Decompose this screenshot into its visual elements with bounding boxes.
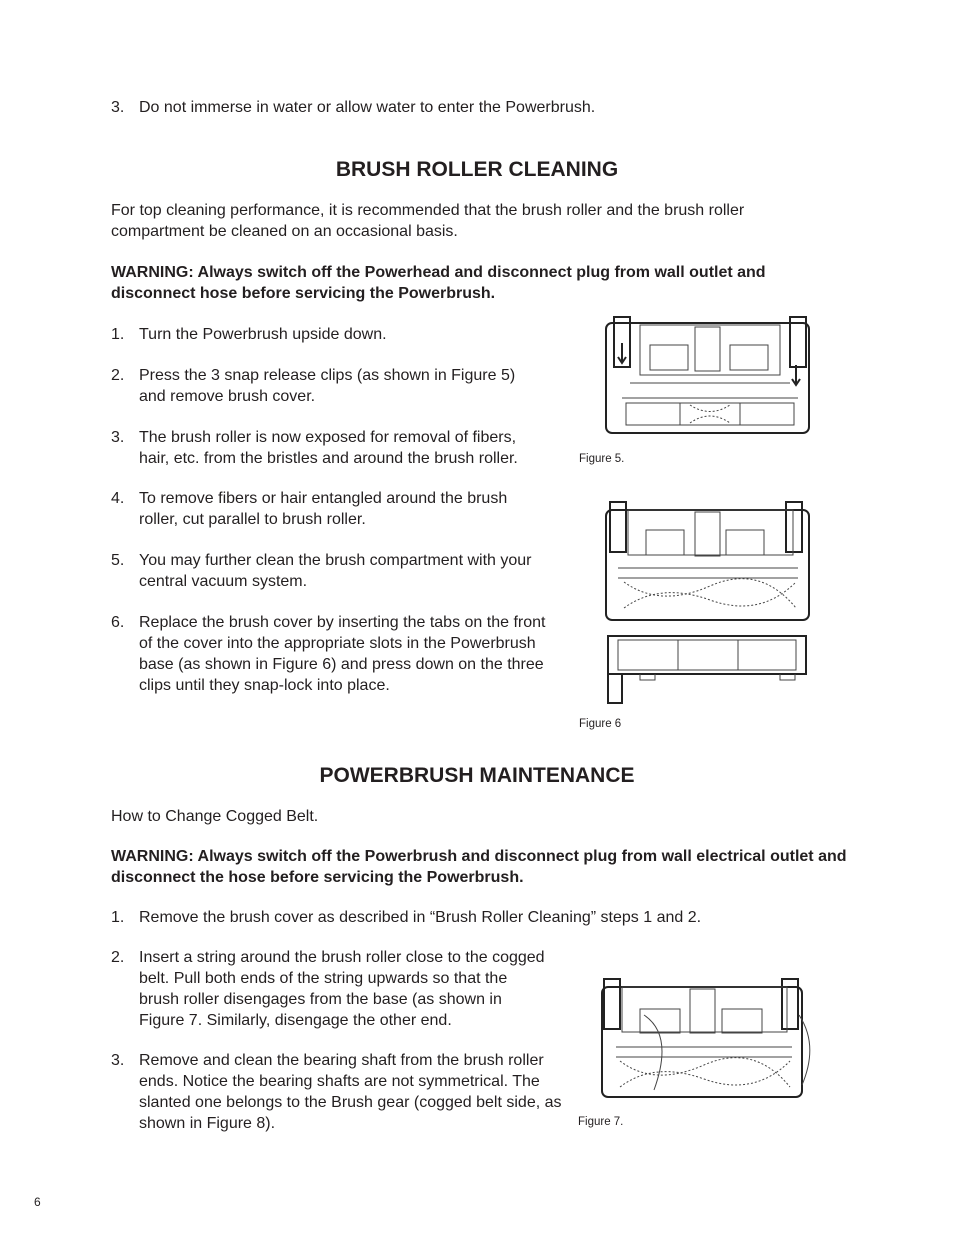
page-number: 6 bbox=[34, 1195, 41, 1209]
list-item: 4. To remove fibers or hair entangled around the brush roller, cut parallel to brush roller. bbox=[111, 490, 508, 528]
list-item: 3. Remove and clean the bearing shaft from the brush roller ends. Notice the bearing shafts are not symmetrical. The slanted one belongs to the Brush gear (cogged belt side, as shown in Figure 8). bbox=[111, 1052, 562, 1132]
warning-text: WARNING: Always switch off the Powerhead and disconnect plug from wall outlet and disconnect hose before servicing the Powerbrush. bbox=[111, 264, 766, 302]
figure-caption: Figure 5. bbox=[579, 453, 625, 465]
section-title: POWERBRUSH MAINTENANCE bbox=[319, 764, 635, 787]
figure-caption: Figure 7. bbox=[578, 1116, 624, 1128]
figure-caption: Figure 6 bbox=[579, 718, 622, 730]
warning-text: WARNING: Always switch off the Powerbrush and disconnect plug from wall electrical outlet and disconnect the hose before servicing the Powerbrush. bbox=[111, 848, 847, 886]
list-item: 1. Remove the brush cover as described in “Brush Roller Cleaning” steps 1 and 2. bbox=[111, 909, 702, 926]
paragraph: For top cleaning performance, it is recommended that the brush roller and the brush roller compartment be cleaned on an occasional basis. bbox=[111, 202, 745, 240]
figure-7-illustration bbox=[594, 975, 819, 1105]
list-item: 3. The brush roller is now exposed for removal of fibers, hair, etc. from the bristles and around the brush roller. bbox=[111, 429, 518, 467]
list-item: 6. Replace the brush cover by inserting the tabs on the front of the cover into the appropriate slots in the Powerbrush base (as shown in Figure 6) and press down on the three clips until they snap-lock into place. bbox=[111, 614, 546, 694]
list-item: 3. Do not immerse in water or allow water to enter the Powerbrush. bbox=[111, 99, 596, 116]
section-title: BRUSH ROLLER CLEANING bbox=[335, 158, 619, 181]
item-text: Do not immerse in water or allow water to enter the Powerbrush. bbox=[139, 99, 596, 116]
list-item: 2. Insert a string around the brush roller close to the cogged belt. Pull both ends of the string upwards so that the brush roller disengages from the base (as shown in Figure 7. Similarly, disengage the other end. bbox=[111, 949, 545, 1029]
list-item: 1. Turn the Powerbrush upside down. bbox=[111, 326, 387, 343]
list-item: 2. Press the 3 snap release clips (as shown in Figure 5) and remove brush cover. bbox=[111, 367, 516, 405]
list-item: 5. You may further clean the brush compartment with your central vacuum system. bbox=[111, 552, 532, 590]
figure-6-illustration bbox=[600, 498, 815, 708]
figure-5-illustration bbox=[600, 313, 815, 438]
paragraph: How to Change Cogged Belt. bbox=[111, 808, 319, 825]
